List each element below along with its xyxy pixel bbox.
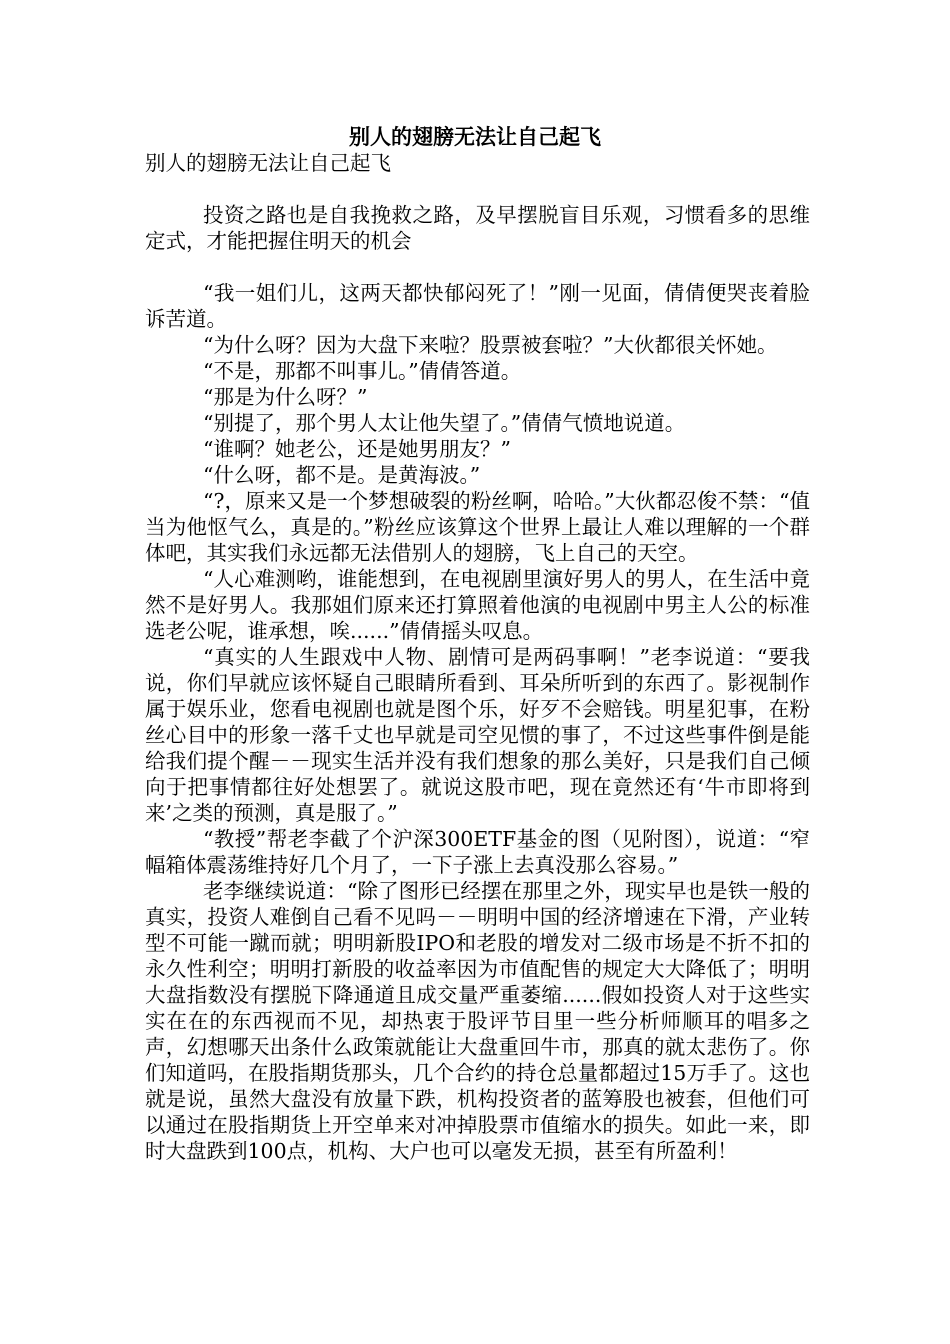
paragraph: “?，原来又是一个梦想破裂的粉丝啊，哈哈。”大伙都忍俊不禁：“值当为他怄气么，真是的。”粉丝应该算这个世界上最让人难以理解的一个群体吧，其实我们永远都无法借别人的翅膀，飞上自己的天空。 (145, 489, 810, 565)
blank-line (145, 176, 810, 202)
paragraph: “为什么呀？因为大盘下来啦？股票被套啦？”大伙都很关怀她。 (203, 333, 778, 357)
document-title: 别人的翅膀无法让自己起飞 (349, 125, 601, 149)
blank-line (145, 254, 810, 280)
lead-paragraph: 投资之路也是自我挽救之路，及早摆脱盲目乐观，习惯看多的思维定式，才能把握住明天的机会 (145, 203, 810, 253)
paragraph: “那是为什么呀？” (203, 385, 368, 409)
paragraph: “别提了，那个男人太让他失望了。”倩倩气愤地说道。 (203, 411, 686, 435)
paragraph: “谁啊？她老公，还是她男朋友？” (203, 437, 511, 461)
paragraph: 老李继续说道：“除了图形已经摆在那里之外，现实早也是铁一般的真实，投资人难倒自己看不见吗－－明明中国的经济增速在下滑，产业转型不可能一蹴而就；明明新股IPO和老股的增发对二级市场是不折不扣的永久性利空；明明打新股的收益率因为市值配售的规定大大降低了；明明大盘指数没有摆脱下降通道且成交量严重萎缩......假如投资人对于这些实实在在的东西视而不见，却热衷于股评节目里一些分析师顺耳的唱多之声，幻想哪天出条什么政策就能让大盘重回牛市，那真的就太悲伤了。你们知道吗，在股指期货那头，几个合约的持仓总量都超过15万手了。这也就是说，虽然大盘没有放量下跌，机构投资者的蓝筹股也被套，但他们可以通过在股指期货上开空单来对冲掉股票市值缩水的损失。如此一来，即时大盘跌到100点，机构、大户也可以毫发无损，甚至有所盈利！ (145, 879, 810, 1163)
document-body (145, 150, 810, 1164)
document-subtitle: 别人的翅膀无法让自己起飞 (145, 151, 391, 175)
paragraph: “什么呀，都不是。是黄海波。” (203, 463, 481, 487)
paragraph: “人心难测哟，谁能想到，在电视剧里演好男人的男人，在生活中竟然不是好男人。我那姐们原来还打算照着他演的电视剧中男主人公的标准选老公呢，谁承想，唉......”倩倩摇头叹息。 (145, 567, 810, 643)
paragraph: “真实的人生跟戏中人物、剧情可是两码事啊！”老李说道：“要我说，你们早就应该怀疑自己眼睛所看到、耳朵所听到的东西了。影视制作属于娱乐业，您看电视剧也就是图个乐，好歹不会赔钱。明星犯事，在粉丝心目中的形象一落千丈也早就是司空见惯的事了，不过这些事件倒是能给我们提个醒－－现实生活并没有我们想象的那么美好，只是我们自己倾向于把事情都往好处想罢了。就说这股市吧，现在竟然还有‘牛市即将到来’之类的预测，真是服了。” (145, 645, 810, 825)
paragraph: “不是，那都不叫事儿。”倩倩答道。 (203, 359, 522, 383)
paragraph: “我一姐们儿，这两天都快郁闷死了！”刚一见面，倩倩便哭丧着脸诉苦道。 (145, 281, 810, 331)
paragraph: “教授”帮老李截了个沪深300ETF基金的图（见附图），说道：“窄幅箱体震荡维持好几个月了，一下子涨上去真没那么容易。” (145, 827, 810, 877)
